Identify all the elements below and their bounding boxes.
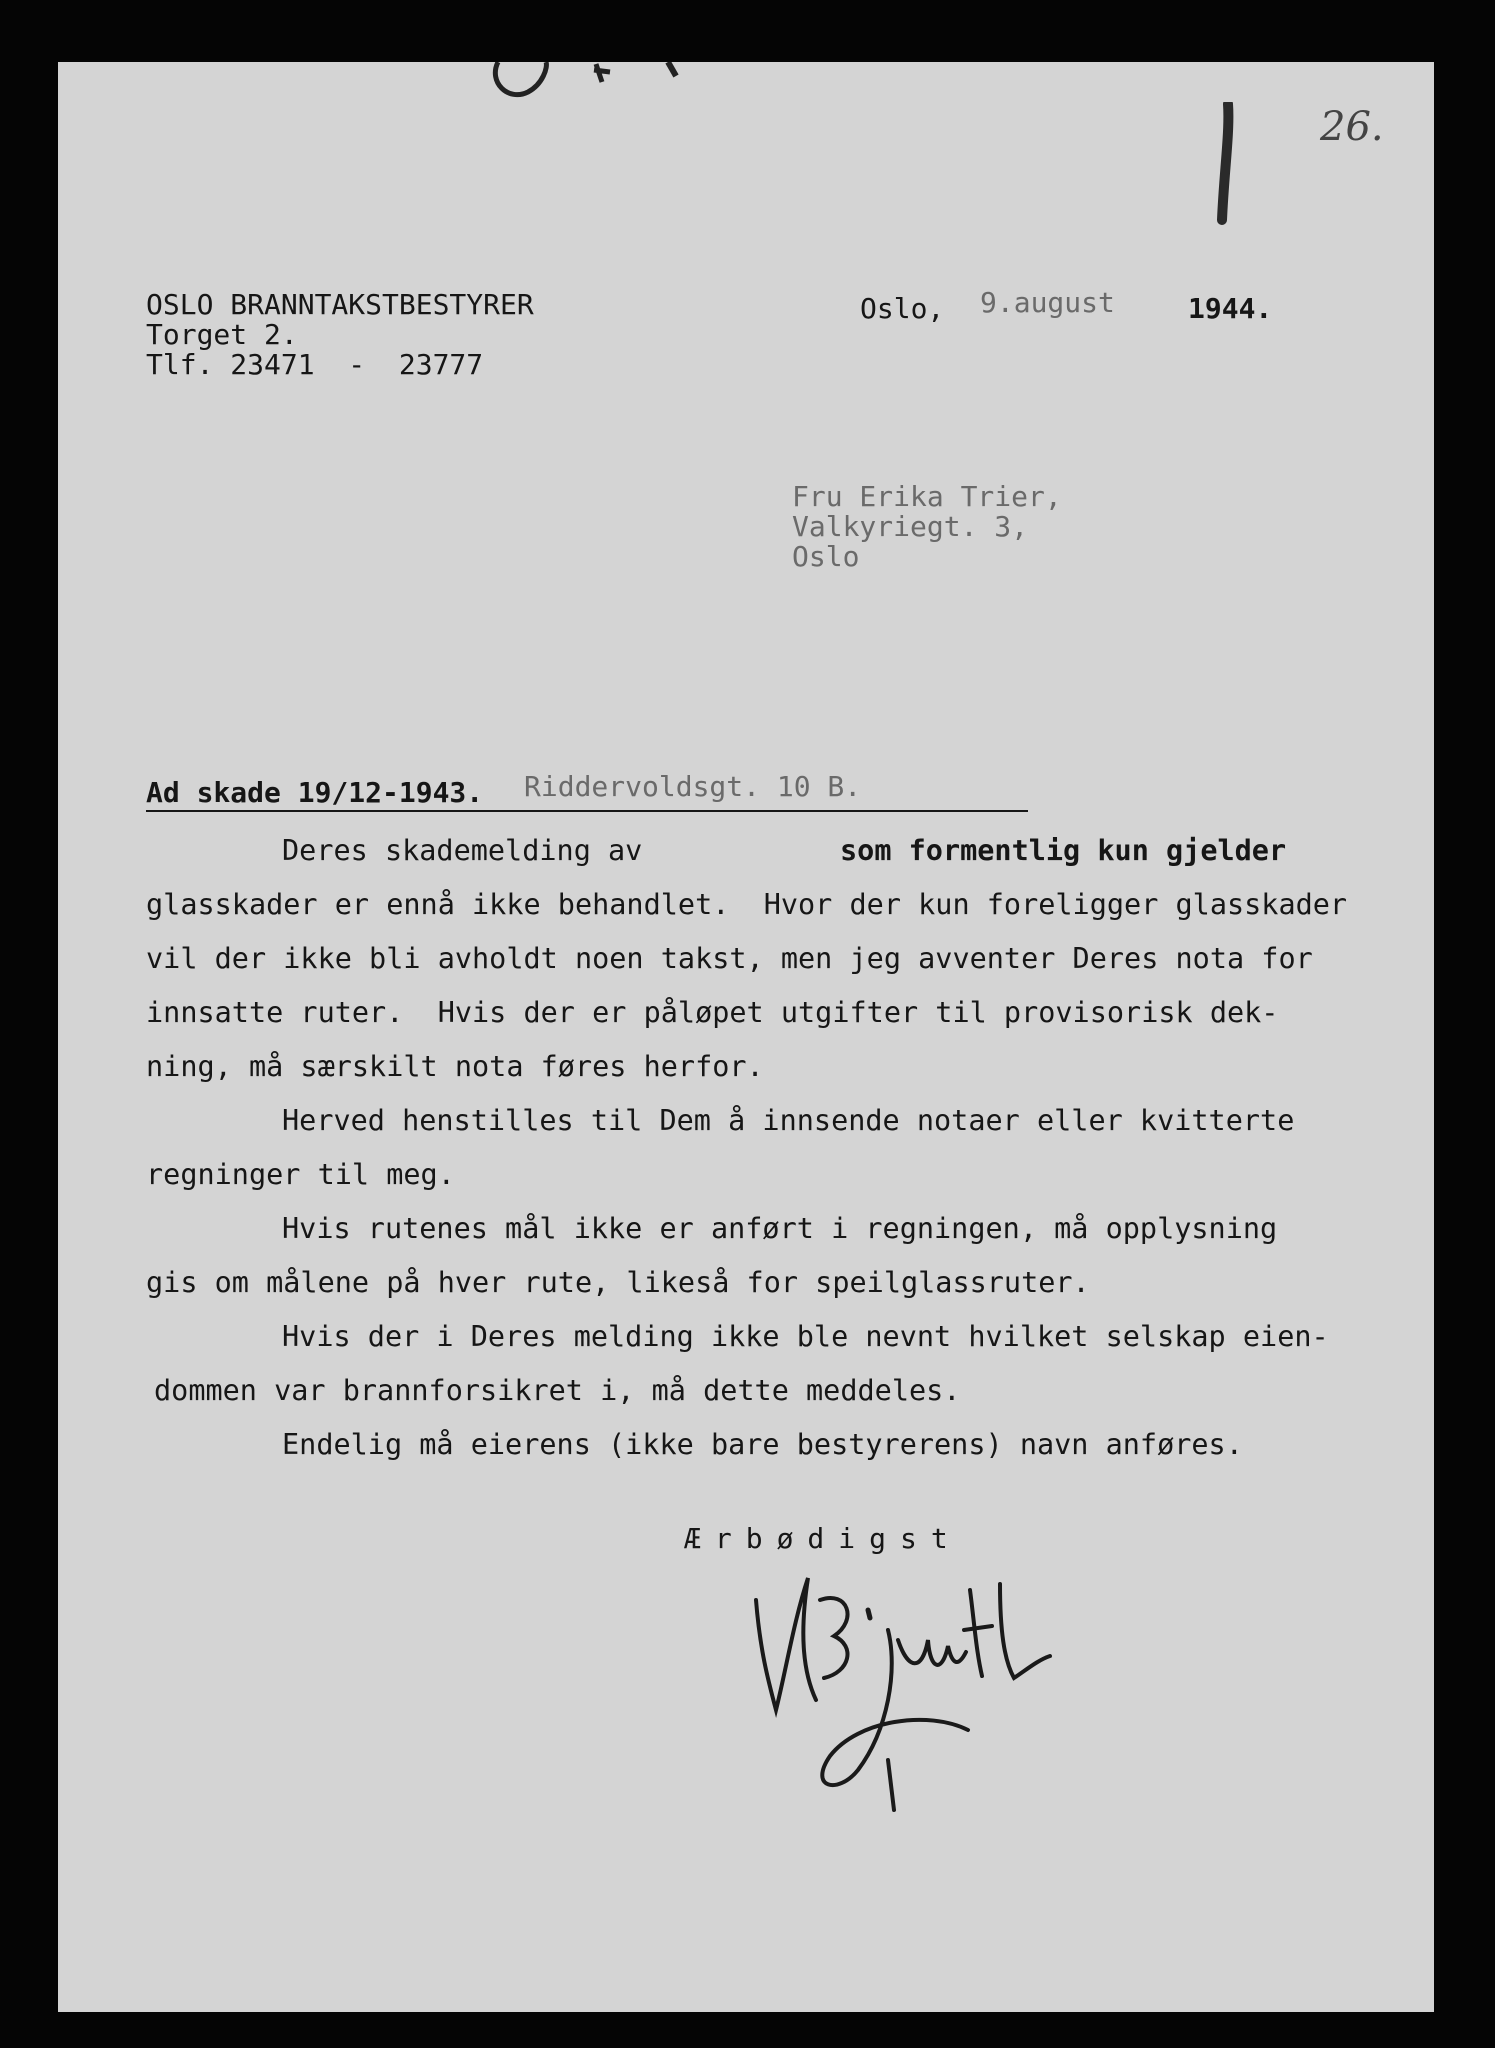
archive-number: 26. xyxy=(1320,104,1384,150)
subject-underline xyxy=(146,810,1028,812)
body-line-4: innsatte ruter. Hvis der er påløpet utgifter til provisorisk dek- xyxy=(146,996,1279,1029)
body-line-5: ning, må særskilt nota føres herfor. xyxy=(146,1050,764,1083)
body-line-6: Herved henstilles til Dem å innsende notaer eller kvitterte xyxy=(282,1104,1295,1137)
sender-address: Torget 2. xyxy=(146,318,298,351)
signature xyxy=(738,1560,1058,1820)
recipient-city: Oslo xyxy=(792,540,860,573)
body-line-1b: som formentlig kun gjelder xyxy=(840,834,1287,867)
letter-page xyxy=(58,62,1434,2012)
body-line-2: glasskader er ennå ikke behandlet. Hvor der kun foreligger glasskader xyxy=(146,888,1348,921)
body-line-12: Endelig må eierens (ikke bare bestyrerens) navn anføres. xyxy=(282,1428,1243,1461)
margin-pencil-mark xyxy=(1206,102,1246,232)
sender-name: OSLO BRANNTAKSTBESTYRER xyxy=(146,288,534,321)
closing: Ærbødigst xyxy=(684,1522,962,1555)
recipient-street: Valkyriegt. 3, xyxy=(792,510,1029,543)
body-line-8: Hvis rutenes mål ikke er anført i regningen, må opplysning xyxy=(282,1212,1278,1245)
top-ink-marks xyxy=(468,62,1028,122)
body-line-3: vil der ikke bli avholdt noen takst, men jeg avventer Deres nota for xyxy=(146,942,1313,975)
date-day-month: 9.august xyxy=(980,286,1115,319)
body-line-11: dommen var brannforsikret i, må dette meddeles. xyxy=(154,1374,961,1407)
date-year: 1944. xyxy=(1188,292,1273,325)
recipient-name: Fru Erika Trier, xyxy=(792,480,1062,513)
body-line-9: gis om målene på hver rute, likeså for speilglassruter. xyxy=(146,1266,1090,1299)
sender-phone: Tlf. 23471 - 23777 xyxy=(146,348,484,381)
subject-reference: Ad skade 19/12-1943. xyxy=(146,776,484,809)
subject-address: Riddervoldsgt. 10 B. xyxy=(524,770,862,803)
body-line-10: Hvis der i Deres melding ikke ble nevnt hvilket selskap eien- xyxy=(282,1320,1329,1353)
date-place: Oslo, xyxy=(860,292,945,325)
body-line-1a: Deres skademelding av xyxy=(282,834,643,867)
body-line-7: regninger til meg. xyxy=(146,1158,455,1191)
